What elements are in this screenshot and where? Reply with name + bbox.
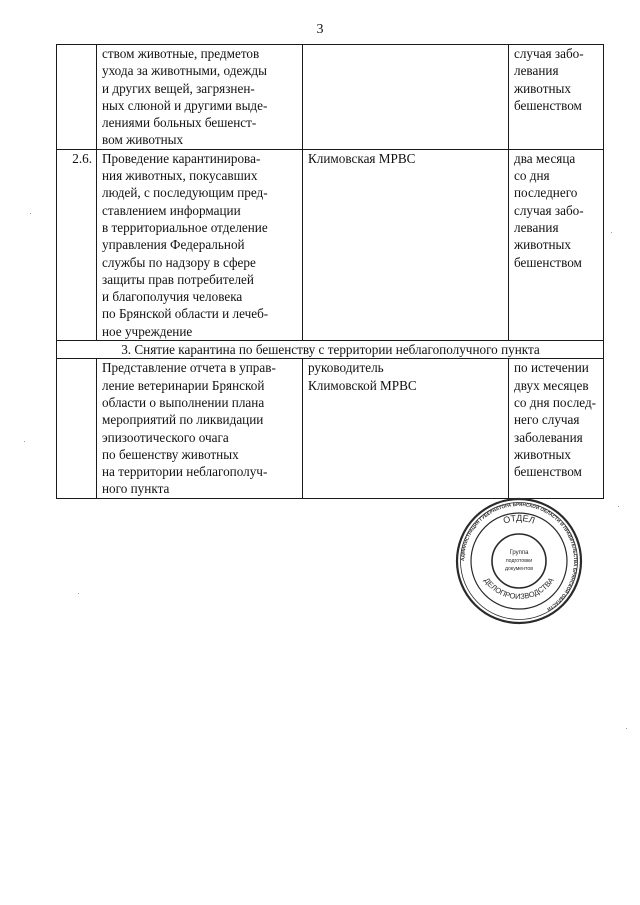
event-text-line: эпизоотического очага bbox=[102, 429, 229, 445]
event-text-line: на территории неблагополуч- bbox=[102, 464, 268, 480]
responsible-cell bbox=[303, 45, 509, 150]
stamp-dept-top-text: ОТДЕЛ bbox=[501, 512, 537, 526]
responsible-cell bbox=[303, 359, 509, 498]
event-text-line: лениями больных бешенст- bbox=[102, 115, 257, 131]
stamp-center-text: подготовки bbox=[505, 558, 533, 564]
deadline-cell bbox=[509, 149, 604, 340]
event-text-line: Представление отчета в управ- bbox=[102, 360, 276, 376]
deadline-text-line: животных bbox=[514, 237, 571, 253]
section-heading: 3. Снятие карантина по бешенству с территории неблагополучного пункта bbox=[57, 341, 604, 359]
event-text-line: вом животных bbox=[102, 132, 184, 148]
responsible-text-line: Климовская МРВС bbox=[308, 150, 416, 166]
event-text-line: Проведение карантинирова- bbox=[102, 150, 261, 166]
scan-speck bbox=[611, 232, 612, 233]
section-heading-row bbox=[57, 341, 604, 359]
deadline-text-line: случая забо- bbox=[514, 46, 584, 61]
event-text-line: по Брянской области и лечеб- bbox=[102, 306, 269, 322]
scan-speck bbox=[618, 506, 619, 507]
deadline-text-line: животных bbox=[514, 80, 571, 96]
stamp-center-text: документов bbox=[504, 566, 534, 572]
stamp-outer-text: АДМИНИСТРАЦИЯ ГУБЕРНАТОРА БРЯНСКОЙ ОБЛАСТИ И ПРАВИТЕЛЬСТВА БРЯНСКОЙ ОБЛАСТИ bbox=[459, 501, 579, 612]
responsible-cell bbox=[303, 149, 509, 340]
deadline-text-line: бешенством bbox=[514, 464, 582, 480]
official-stamp bbox=[455, 497, 583, 625]
row-number-cell: 2.6. bbox=[57, 149, 97, 340]
deadline-text-line: последнего bbox=[514, 185, 578, 201]
scan-speck bbox=[24, 441, 25, 442]
scan-speck bbox=[30, 213, 31, 214]
deadline-text-line: со дня bbox=[514, 168, 550, 184]
event-cell bbox=[97, 45, 303, 150]
scan-speck bbox=[626, 728, 627, 729]
deadline-text-line: бешенством bbox=[514, 97, 582, 113]
event-text-line: ление ветеринарии Брянской bbox=[102, 377, 265, 393]
measures-table bbox=[56, 44, 604, 499]
deadline-text-line: случая забо- bbox=[514, 202, 584, 218]
event-text-line: и других вещей, загрязнен- bbox=[102, 80, 255, 96]
event-text-line: мероприятий по ликвидации bbox=[102, 412, 264, 428]
table-row bbox=[57, 359, 604, 498]
deadline-text-line: бешенством bbox=[514, 254, 582, 270]
event-text-line: ного пункта bbox=[102, 481, 170, 497]
responsible-text-line: Климовской МРВС bbox=[308, 377, 417, 393]
event-text-line: ных слюной и другими выде- bbox=[102, 97, 268, 113]
event-text-line: защиты прав потребителей bbox=[102, 271, 254, 287]
event-text-line: и благополучия человека bbox=[102, 289, 243, 305]
event-text-line: ставлением информации bbox=[102, 202, 241, 218]
table-row bbox=[57, 149, 604, 340]
deadline-text-line: двух месяцев bbox=[514, 377, 589, 393]
event-text-line: ния животных, покусавших bbox=[102, 168, 258, 184]
deadline-text-line: левания bbox=[514, 219, 559, 235]
event-text-line: ухода за животными, одежды bbox=[102, 63, 267, 79]
event-text-line: ное учреждение bbox=[102, 323, 193, 339]
event-text-line: по бешенству животных bbox=[102, 446, 239, 462]
stamp-dept-bottom-text: ДЕЛОПРОИЗВОДСТВА bbox=[482, 575, 556, 602]
row-number-cell bbox=[57, 359, 97, 498]
deadline-text-line: левания bbox=[514, 63, 559, 79]
stamp-center-text: Группа bbox=[509, 550, 529, 556]
event-cell bbox=[97, 149, 303, 340]
row-number-cell bbox=[57, 45, 97, 150]
stamp-seal-icon bbox=[455, 497, 583, 625]
table-row bbox=[57, 45, 604, 150]
event-text-line: области о выполнении плана bbox=[102, 394, 265, 410]
page-number: 3 bbox=[316, 22, 324, 37]
event-text-line: ством животные, предметов bbox=[102, 46, 260, 61]
deadline-text-line: по истечении bbox=[514, 360, 589, 376]
deadline-text-line: животных bbox=[514, 446, 571, 462]
scan-speck bbox=[78, 593, 79, 594]
event-text-line: людей, с последующим пред- bbox=[102, 185, 268, 201]
deadline-text-line: два месяца bbox=[514, 150, 576, 166]
deadline-text-line: со дня послед- bbox=[514, 394, 597, 410]
event-text-line: управления Федеральной bbox=[102, 237, 245, 253]
responsible-text-line: руководитель bbox=[308, 360, 384, 376]
event-text-line: службы по надзору в сфере bbox=[102, 254, 256, 270]
event-cell bbox=[97, 359, 303, 498]
deadline-text-line: заболевания bbox=[514, 429, 583, 445]
deadline-cell bbox=[509, 359, 604, 498]
deadline-text-line: него случая bbox=[514, 412, 580, 428]
deadline-cell bbox=[509, 45, 604, 150]
event-text-line: в территориальное отделение bbox=[102, 219, 268, 235]
